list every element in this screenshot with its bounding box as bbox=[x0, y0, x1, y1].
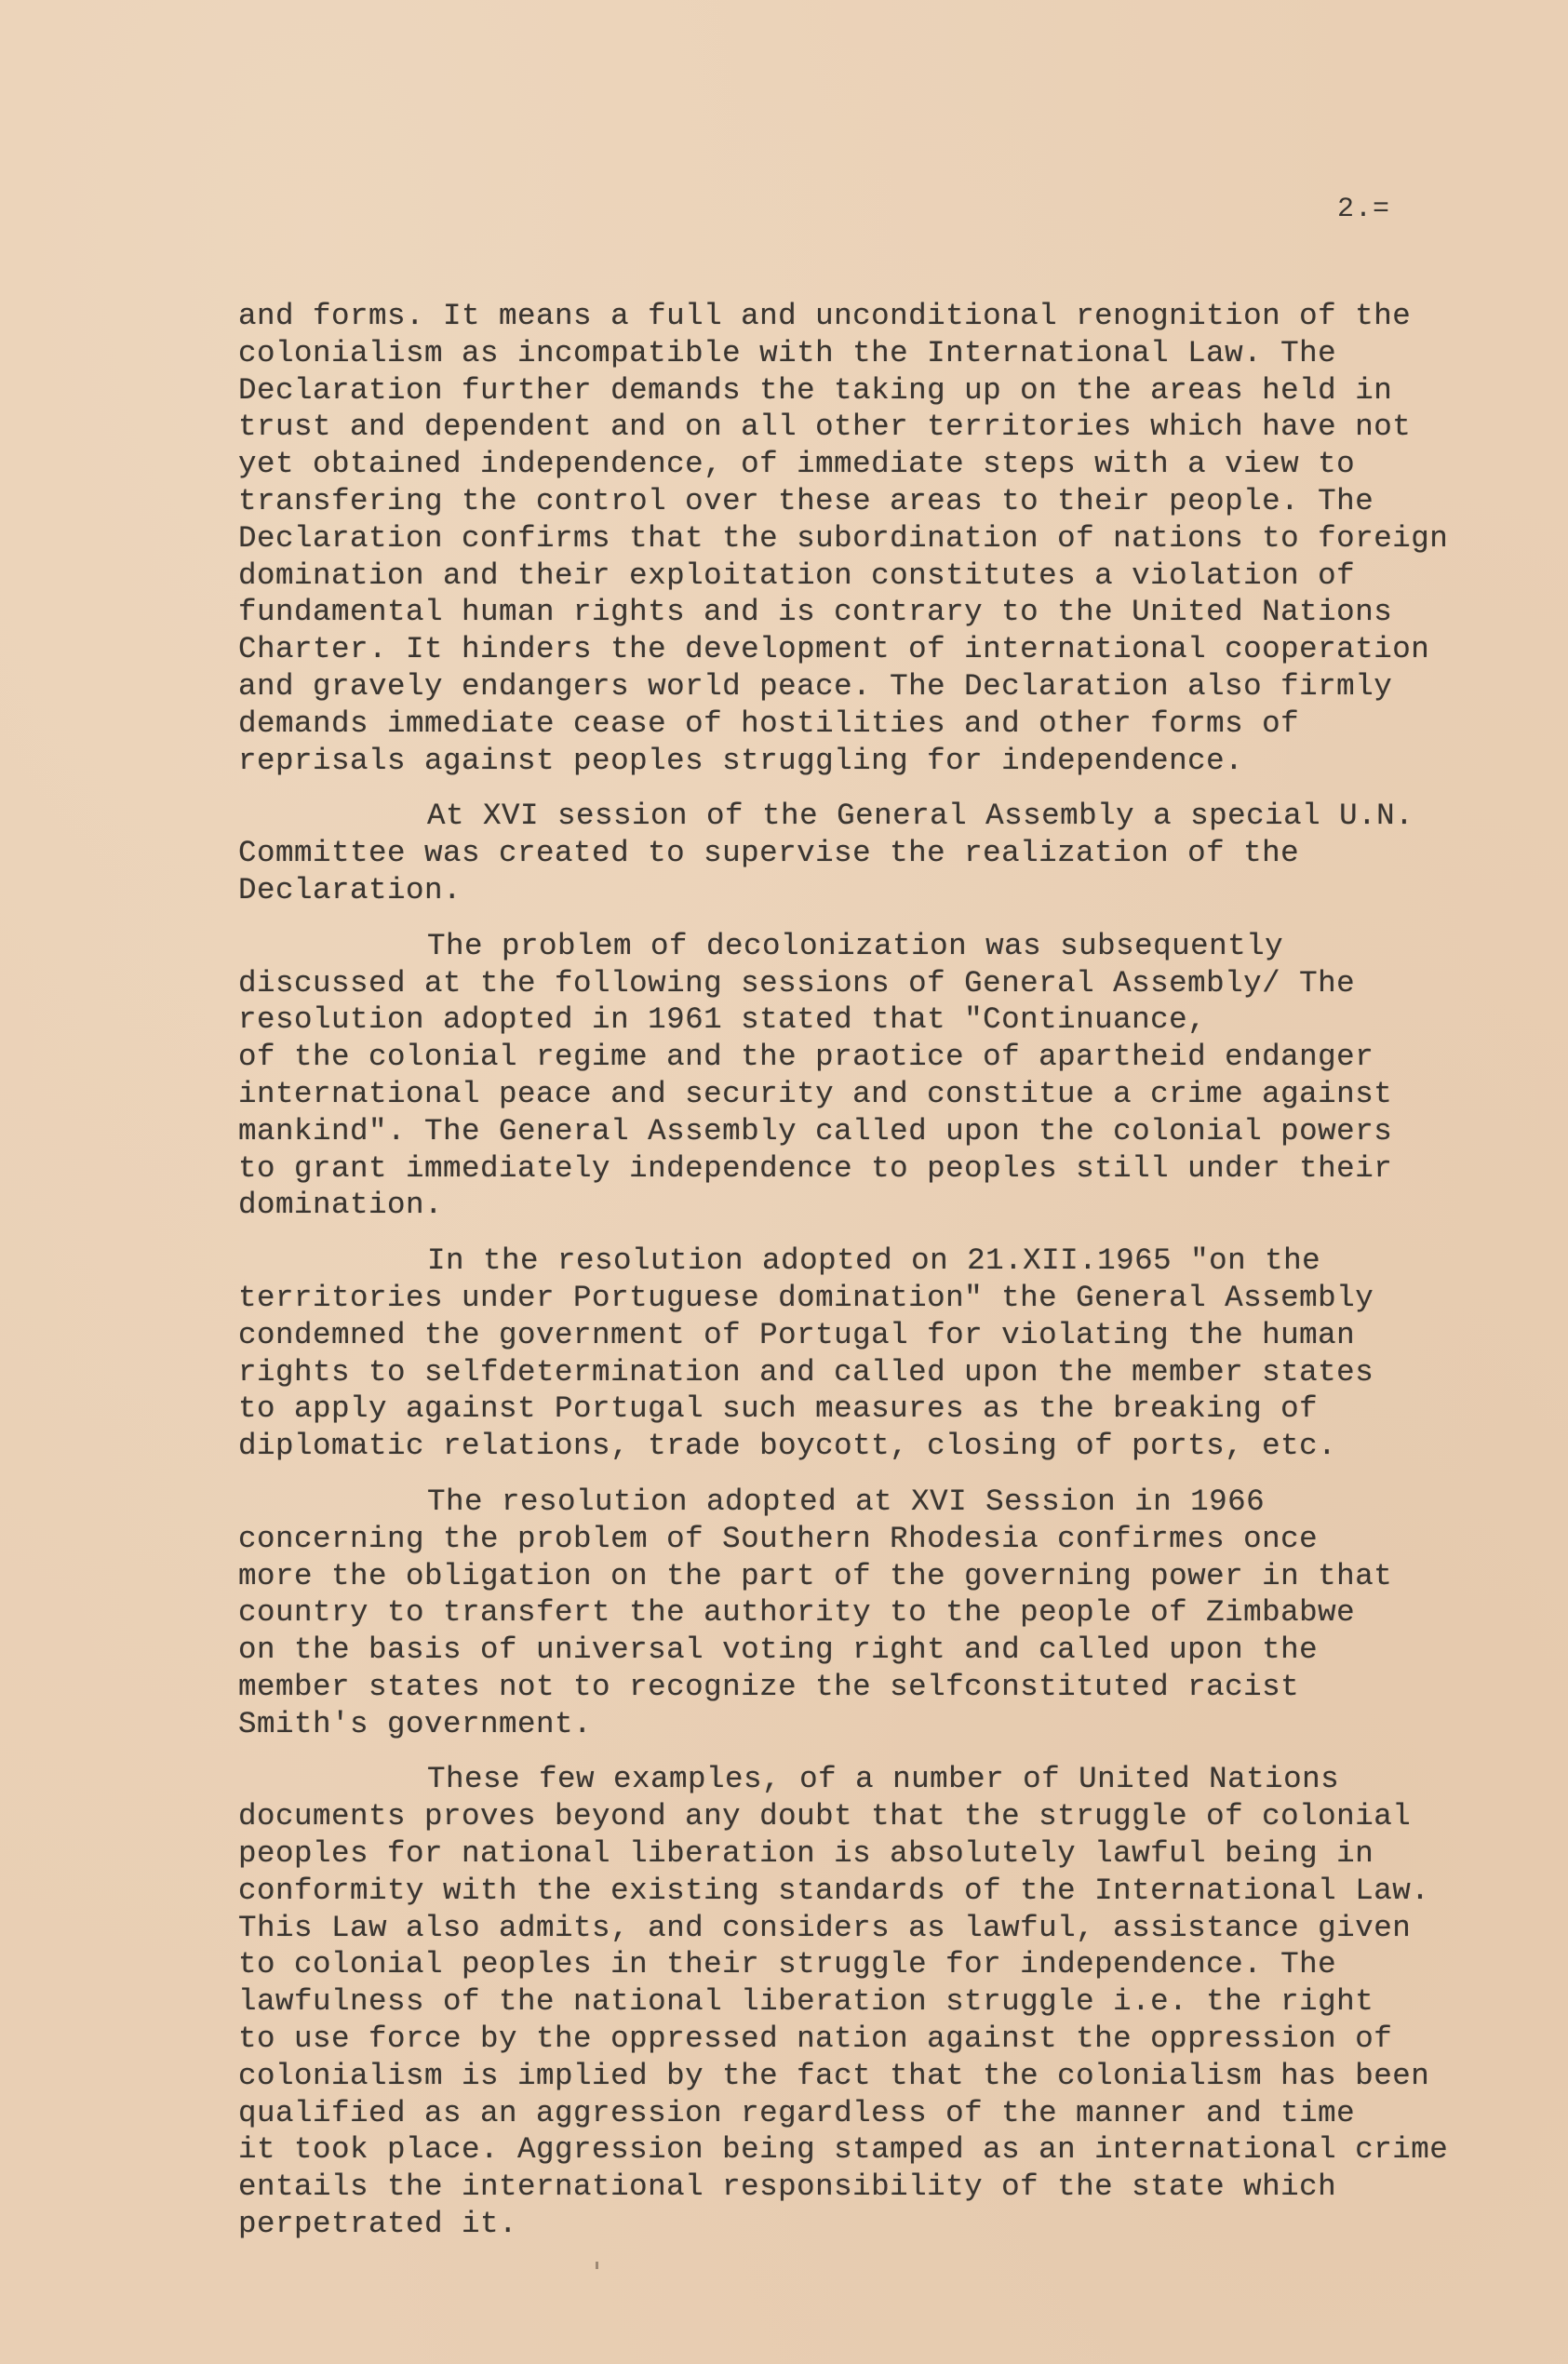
text-line: peoples for national liberation is absolutely lawful being in bbox=[238, 1836, 1374, 1872]
text-line: colonialism as incompatible with the International Law. The bbox=[238, 335, 1337, 370]
ink-speck bbox=[596, 2262, 598, 2269]
text-line: perpetrated it. bbox=[238, 2207, 518, 2242]
text-line: Charter. It hinders the development of international cooperation bbox=[238, 632, 1430, 667]
page-number: 2.= bbox=[1337, 194, 1391, 225]
text-line: colonialism is implied by the fact that the colonialism has been bbox=[238, 2058, 1430, 2093]
text-line: reprisals against peoples struggling for independence. bbox=[238, 743, 1244, 778]
text-line: it took place. Aggression being stamped as an international crime bbox=[238, 2132, 1449, 2168]
text-line: In the resolution adopted on 21.XII.1965 "on the bbox=[427, 1243, 1321, 1279]
text-line: territories under Portuguese domination" the General Assembly bbox=[238, 1280, 1374, 1315]
text-line: country to transfert the authority to the people of Zimbabwe bbox=[238, 1595, 1356, 1631]
text-line: more the obligation on the part of the governing power in that bbox=[238, 1558, 1393, 1593]
text-line: to colonial peoples in their struggle for independence. The bbox=[238, 1947, 1337, 1982]
text-line: yet obtained independence, of immediate steps with a view to bbox=[238, 447, 1356, 482]
text-line: member states not to recognize the selfconstituted racist bbox=[238, 1669, 1300, 1704]
text-line: mankind". The General Assembly called upon the colonial powers bbox=[238, 1113, 1393, 1148]
text-line: qualified as an aggression regardless of the manner and time bbox=[238, 2095, 1356, 2130]
text-line: At XVI session of the General Assembly a special U.N. bbox=[427, 799, 1414, 834]
text-line: This Law also admits, and considers as lawful, assistance given bbox=[238, 1910, 1412, 1945]
text-line: Declaration confirms that the subordination of nations to foreign bbox=[238, 520, 1449, 556]
text-line: transfering the control over these areas to their people. The bbox=[238, 483, 1374, 518]
paragraph bbox=[238, 1242, 1504, 1465]
text-line: Declaration further demands the taking up on the areas held in bbox=[238, 372, 1393, 408]
text-line: entails the international responsibility of the state which bbox=[238, 2169, 1337, 2205]
text-line: Committee was created to supervise the realization of the bbox=[238, 836, 1300, 871]
text-line: diplomatic relations, trade boycott, closing of ports, etc. bbox=[238, 1429, 1337, 1464]
paragraph bbox=[238, 798, 1504, 908]
text-line: rights to selfdetermination and called upon the member states bbox=[238, 1354, 1374, 1390]
text-line: documents proves beyond any doubt that the struggle of colonial bbox=[238, 1799, 1412, 1834]
text-line: These few examples, of a number of United Nations bbox=[427, 1762, 1340, 1797]
text-line: discussed at the following sessions of General Assembly/ The bbox=[238, 965, 1356, 1001]
text-line: and gravely endangers world peace. The Declaration also firmly bbox=[238, 668, 1393, 704]
text-line: to grant immediately independence to peoples still under their bbox=[238, 1150, 1393, 1186]
text-line: resolution adopted in 1961 stated that "Continuance, bbox=[238, 1002, 1207, 1038]
text-line: lawfulness of the national liberation struggle i.e. the right bbox=[238, 1984, 1374, 2020]
text-line: international peace and security and constitue a crime against bbox=[238, 1076, 1393, 1111]
paragraph bbox=[238, 298, 1504, 779]
text-line: and forms. It means a full and unconditional renognition of the bbox=[238, 299, 1412, 333]
text-line: fundamental human rights and is contrary to the United Nations bbox=[238, 595, 1393, 630]
text-line: domination. bbox=[238, 1188, 444, 1223]
paragraph bbox=[238, 1484, 1504, 1743]
text-line: conformity with the existing standards of the International Law. bbox=[238, 1873, 1430, 1908]
text-line: Declaration. bbox=[238, 872, 462, 907]
text-line: The problem of decolonization was subsequently bbox=[427, 928, 1284, 963]
text-line: to use force by the oppressed nation against the oppression of bbox=[238, 2021, 1393, 2057]
text-line: Smith's government. bbox=[238, 1706, 593, 1741]
paragraph bbox=[238, 1761, 1504, 2242]
text-line: The resolution adopted at XVI Session in 1966 bbox=[427, 1484, 1266, 1519]
text-line: to apply against Portugal such measures as the breaking of bbox=[238, 1391, 1319, 1427]
text-line: of the colonial regime and the praotice of apartheid endanger bbox=[238, 1040, 1374, 1075]
document-body bbox=[238, 298, 1504, 2262]
text-line: trust and dependent and on all other territories which have not bbox=[238, 410, 1412, 445]
text-line: condemned the government of Portugal for violating the human bbox=[238, 1317, 1356, 1352]
text-line: on the basis of universal voting right and called upon the bbox=[238, 1632, 1319, 1668]
text-line: concerning the problem of Southern Rhodesia confirmes once bbox=[238, 1521, 1319, 1556]
paragraph bbox=[238, 928, 1504, 1224]
text-line: demands immediate cease of hostilities and other forms of bbox=[238, 705, 1300, 741]
text-line: domination and their exploitation constitutes a violation of bbox=[238, 557, 1356, 593]
